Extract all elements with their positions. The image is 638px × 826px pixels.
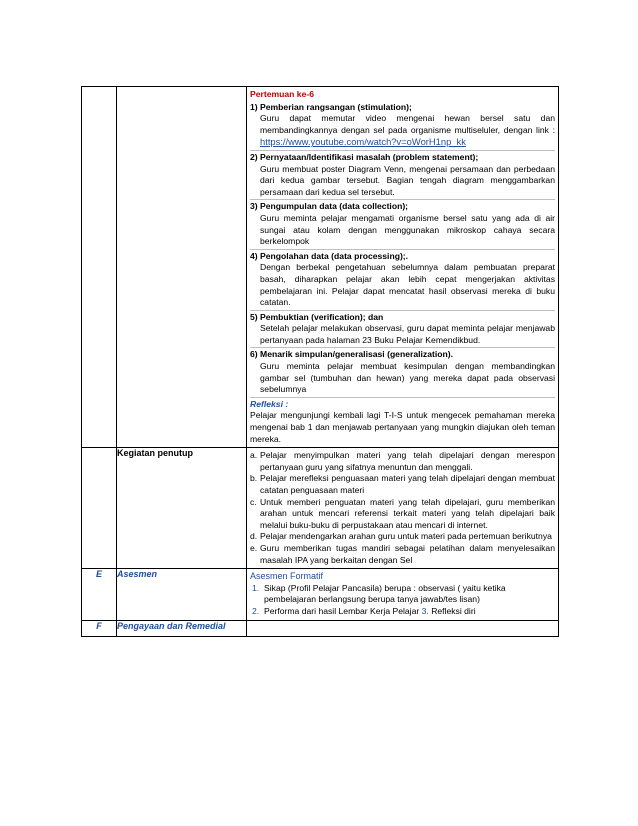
enrichment-label: Pengayaan dan Remedial [117,620,247,637]
assessment-text-3: Refleksi diri [431,605,476,616]
enrichment-letter: F [82,620,117,637]
step-text-1: Guru dapat memutar video mengenai hewan bersel satu dan membandingkannya dengan sel pada organisme multiseluler, dengan link : [260,113,555,135]
meeting-content-cell [247,87,559,448]
enrichment-row [82,620,559,637]
video-link[interactable]: https://www.youtube.com/watch?v=oWorH1np_kk [260,136,466,148]
assessment-marker-1: 1. [252,582,260,593]
closing-list [250,450,555,566]
closing-marker-c: c. [250,496,257,507]
closing-row [82,448,559,569]
lesson-plan-table [81,86,559,637]
assessment-title: Asesmen Formatif [250,571,324,582]
meeting-row [82,87,559,448]
closing-text-d: Pelajar mendengarkan arahan guru untuk materi pada pertemuan berikutnya [260,531,552,542]
closing-letter-cell [82,448,117,569]
assessment-text-2: Performa dari hasil Lembar Kerja Pelajar [264,605,420,616]
step-body-5: Setelah pelajar melakukan observasi, guru dapat meminta pelajar menjawab pertanyaan pada halaman 23 Buku Pelajar Kemendikbud. [250,323,555,348]
step-title-5: 5) Pembuktian (verification); dan [250,311,384,322]
step-title-4: 4) Pengolahan data (data processing);. [250,250,409,261]
closing-marker-b: b. [250,473,258,484]
assessment-marker-2: 2. [252,605,260,616]
closing-item [250,531,555,543]
step-body-6: Guru meminta pelajar membuat kesimpulan dengan membandingkan gambar sel (tumbuhan dan hewan) yang mereka dapat pada observasi sebelumnya [250,361,555,398]
closing-label: Kegiatan penutup [117,448,247,569]
closing-item [250,497,555,532]
closing-marker-e: e. [250,542,258,553]
closing-text-a: Pelajar menyimpulkan materi yang telah dipelajari dengan merespon pertanyaan guru yang sifatnya menuntun dan menggali. [260,450,555,472]
closing-item [250,473,555,496]
closing-marker-a: a. [250,450,258,461]
step-title-6: 6) Menarik simpulan/generalisasi (generalization). [250,349,453,360]
assessment-item [250,606,555,618]
step-body-4: Dengan berbekal pengetahuan sebelumnya dalam pembuatan preparat basah, diharapkan pelajar akan lebih cepat mengerjakan aktivitas pembelajaran ini. Pelajar dapat mencatat hasil observasi mereka di buku catatan. [250,262,555,310]
assessment-item [250,583,555,606]
closing-text-c: Untuk memberi penguatan materi yang telah dipelajari, guru memberikan arahan untuk mencari referensi terkait materi yang telah dipelajari baik melalui buku-buku di perpustakaan atau mencari di internet. [260,496,555,530]
closing-text-b: Pelajar merefleksi penguasaan materi yang telah dipelajari dengan membuat catatan penguasaan materi [260,473,555,495]
closing-item [250,543,555,566]
assessment-text-1: Sikap (Profil Pelajar Pancasila) berupa : observasi ( yaitu ketika pembelajaran berlangsung berupa tanya jawab/tes lisan) [264,582,506,605]
reflection-title: Refleksi : [250,398,289,409]
closing-marker-d: d. [250,531,258,542]
closing-content-cell [247,448,559,569]
step-body-1 [250,113,555,151]
assessment-letter: E [82,569,117,620]
assessment-marker-3: 3. [421,605,429,616]
empty-letter-cell [82,87,117,448]
closing-text-e: Guru memberikan tugas mandiri sebagai pelatihan dalam menyelesaikan masalah IPA yang berkaitan dengan Sel [260,542,555,565]
assessment-row [82,569,559,620]
closing-item [250,450,555,473]
assessment-content-cell [247,569,559,620]
step-title-2: 2) Pernyataan/Identifikasi masalah (problem statement); [250,151,479,162]
assessment-list [250,583,555,618]
reflection-body: Pelajar mengunjungi kembali lagi T-I-S untuk mengecek pemahaman mereka mengenai bab 1 dan menjawab pertanyaan yang mungkin diajukan oleh teman mereka. [250,410,555,444]
step-title-1: 1) Pemberian rangsangan (stimulation); [250,101,412,112]
assessment-label: Asesmen [117,569,247,620]
step-body-3: Guru meminta pelajar mengamati organisme bersel satu yang ada di air sungai atau kolam dengan menggunakan mikroskop cahaya secara berkelompok [250,213,555,250]
enrichment-content-cell [247,620,559,637]
step-body-2: Guru membuat poster Diagram Venn, mengenai persamaan dan perbedaan dari kedua gambar tersebut. Bagian tengah diagram menggambarkan persamaan dari kedua sel tersebut. [250,164,555,201]
meeting-title: Pertemuan ke-6 [250,89,315,99]
empty-label-cell [117,87,247,448]
step-title-3: 3) Pengumpulan data (data collection); [250,201,409,212]
